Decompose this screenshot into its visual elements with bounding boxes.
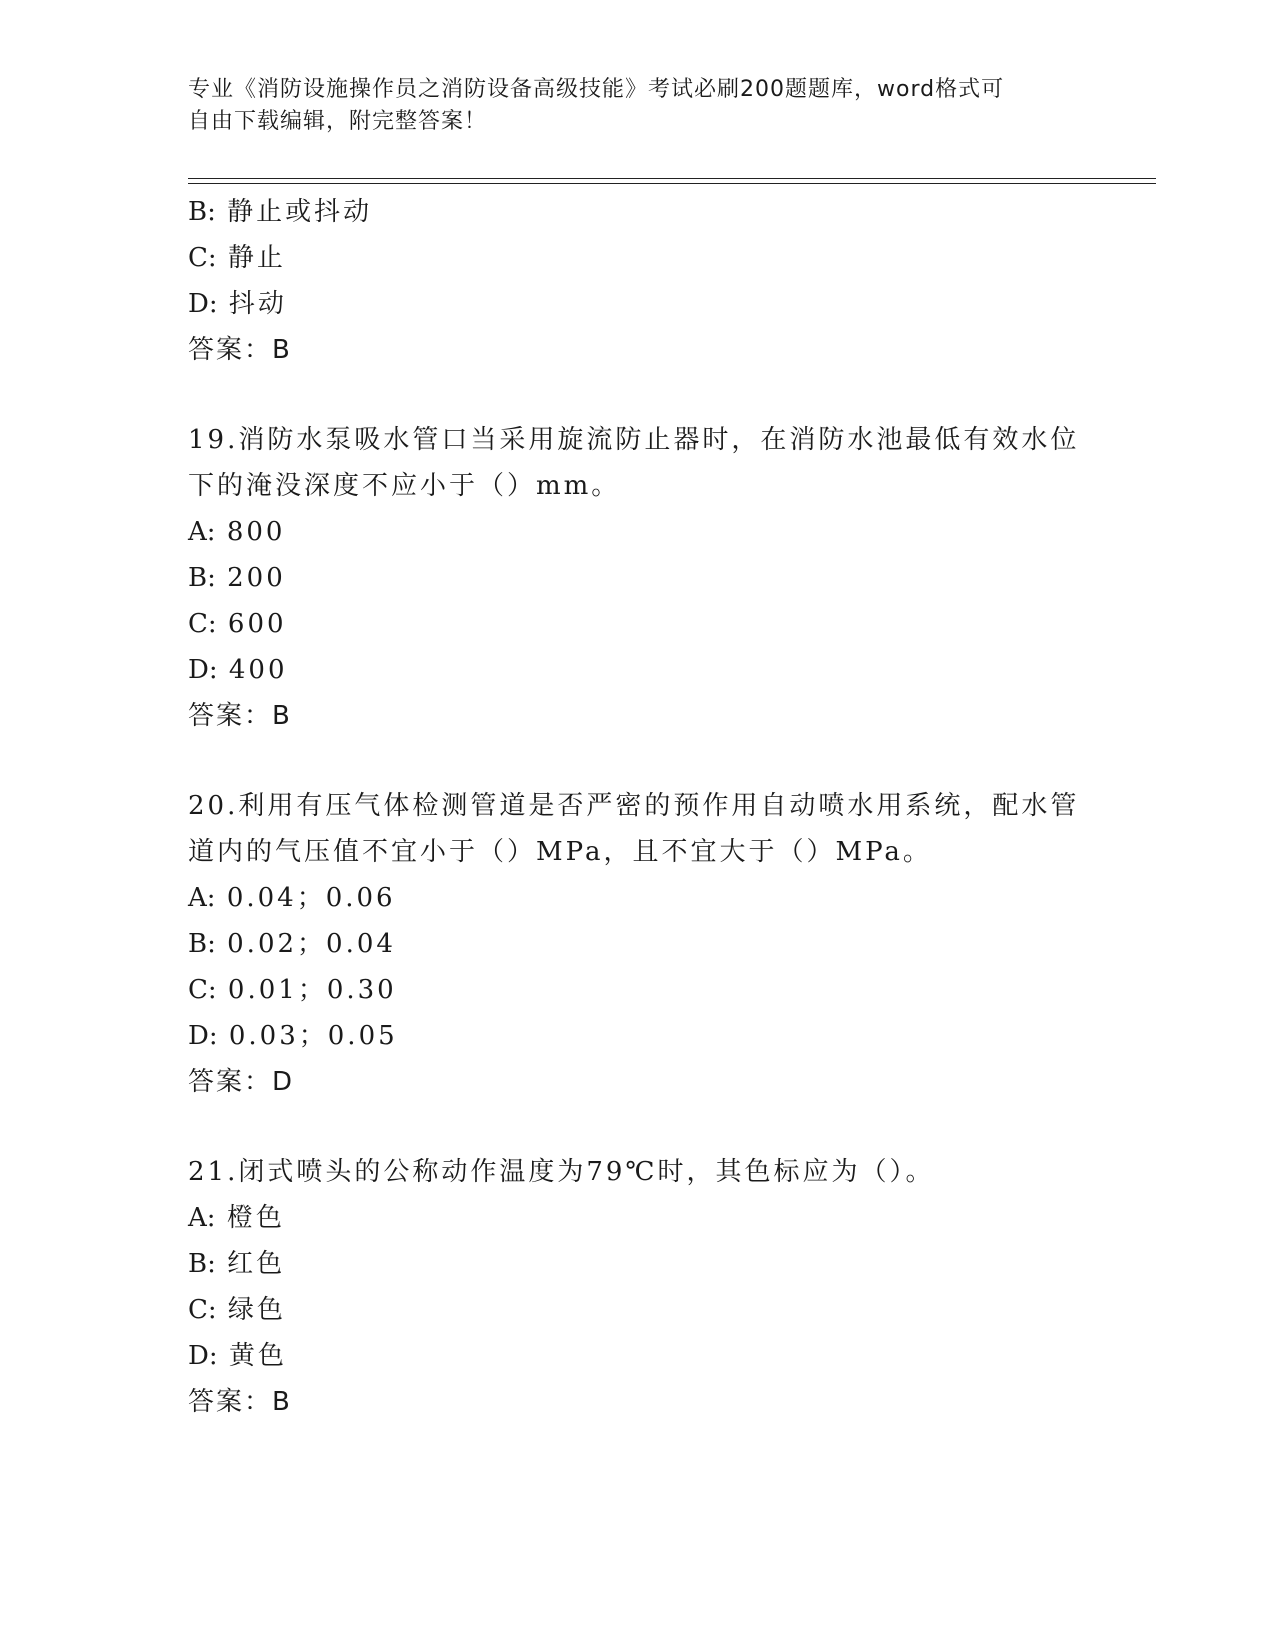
header-divider-bottom — [188, 183, 1156, 184]
document-header — [188, 74, 1078, 138]
option-letter: D: — [188, 1341, 218, 1371]
option-letter: B: — [188, 197, 216, 227]
option-text: 静止 — [227, 243, 286, 273]
option-text: 抖动 — [228, 289, 287, 319]
option-text: 黄色 — [228, 1341, 287, 1371]
option-d — [188, 647, 1088, 693]
option-c — [188, 235, 1088, 281]
option-b — [188, 555, 1088, 601]
option-text: 0.01；0.30 — [227, 975, 397, 1005]
question-stem-line-2: 道内的气压值不宜小于（）MPa，且不宜大于（）MPa。 — [188, 837, 932, 867]
option-c — [188, 601, 1088, 647]
option-b — [188, 189, 1088, 235]
option-text: 600 — [227, 609, 287, 639]
answer-line: 答案：B — [188, 1387, 292, 1417]
option-letter: A: — [188, 517, 216, 547]
question-stem-line-1: 19.消防水泵吸水管口当采用旋流防止器时，在消防水池最低有效水位 — [188, 425, 1080, 455]
question-stem-line-2: 下的淹没深度不应小于（）mm。 — [188, 471, 621, 501]
option-letter: D: — [188, 1021, 218, 1051]
option-b — [188, 921, 1088, 967]
option-letter: C: — [188, 1295, 217, 1325]
option-text: 0.02；0.04 — [227, 929, 396, 959]
option-d — [188, 1013, 1088, 1059]
answer-line: 答案：B — [188, 335, 292, 365]
option-text: 200 — [227, 563, 286, 593]
option-c — [188, 1287, 1088, 1333]
option-b — [188, 1241, 1088, 1287]
header-divider-top — [188, 178, 1156, 179]
option-a — [188, 875, 1088, 921]
option-text: 0.04；0.06 — [226, 883, 396, 913]
option-text: 红色 — [227, 1249, 286, 1279]
option-letter: B: — [188, 1249, 216, 1279]
question-stem-line-1: 21.闭式喷头的公称动作温度为79℃时，其色标应为（）。 — [188, 1157, 935, 1187]
option-text: 800 — [226, 517, 286, 547]
option-letter: D: — [188, 289, 218, 319]
question-21 — [188, 1149, 1088, 1425]
question-content — [188, 189, 1088, 1425]
option-a — [188, 509, 1088, 555]
option-letter: A: — [188, 883, 216, 913]
option-a — [188, 1195, 1088, 1241]
question-stem — [188, 783, 1088, 875]
option-d — [188, 1333, 1088, 1379]
question-stem — [188, 1149, 1088, 1195]
option-letter: B: — [188, 929, 216, 959]
option-letter: C: — [188, 975, 217, 1005]
option-letter: C: — [188, 243, 217, 273]
question-19 — [188, 417, 1088, 739]
option-text: 绿色 — [227, 1295, 286, 1325]
answer-line: 答案：B — [188, 701, 292, 731]
option-letter: D: — [188, 655, 218, 685]
header-line-1: 专业《消防设施操作员之消防设备高级技能》考试必刷200题题库，word格式可 — [188, 77, 1005, 102]
option-letter: A: — [188, 1203, 216, 1233]
option-text: 0.03；0.05 — [228, 1021, 398, 1051]
option-text: 橙色 — [226, 1203, 285, 1233]
answer-line: 答案：D — [188, 1067, 295, 1097]
option-d — [188, 281, 1088, 327]
option-letter: C: — [188, 609, 217, 639]
option-c — [188, 967, 1088, 1013]
option-text: 静止或抖动 — [227, 197, 373, 227]
question-18-continued — [188, 189, 1088, 373]
option-letter: B: — [188, 563, 216, 593]
question-20 — [188, 783, 1088, 1105]
question-stem — [188, 417, 1088, 509]
question-stem-line-1: 20.利用有压气体检测管道是否严密的预作用自动喷水用系统，配水管 — [188, 791, 1080, 821]
header-line-2: 自由下载编辑，附完整答案！ — [188, 109, 488, 134]
option-text: 400 — [228, 655, 288, 685]
